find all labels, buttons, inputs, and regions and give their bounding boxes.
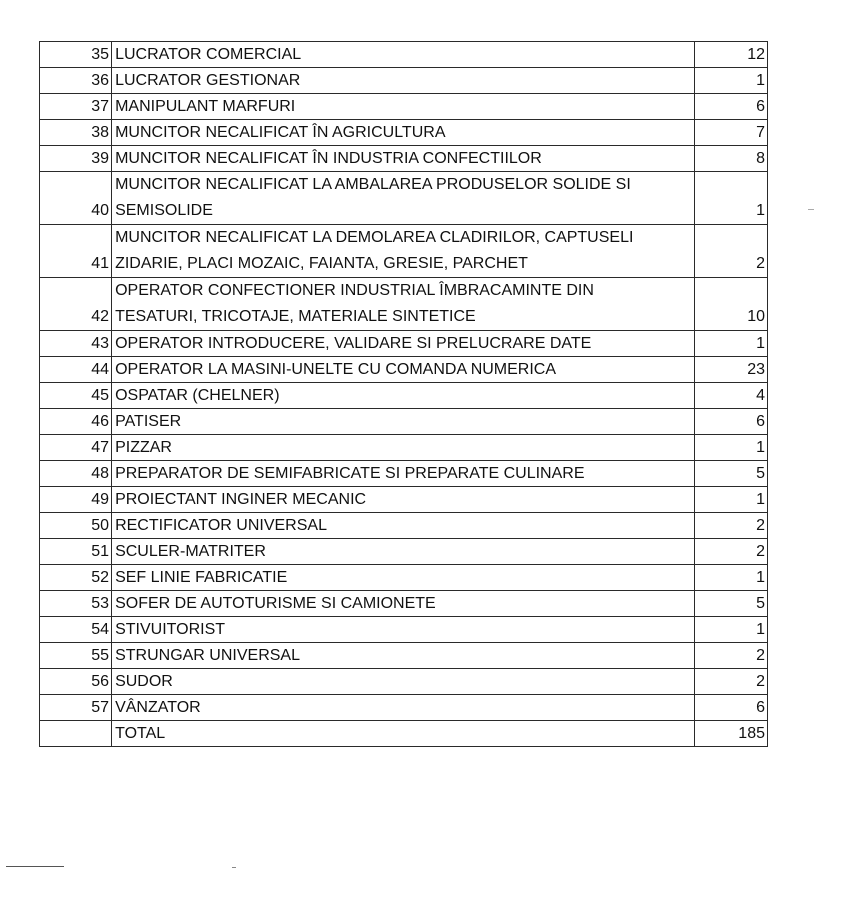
total-row [40, 721, 768, 747]
occupation-line: SEMISOLIDE [115, 202, 213, 219]
occupation-name [112, 487, 695, 513]
vacancy-count: 12 [694, 42, 767, 68]
table-row [40, 539, 768, 565]
occupation-name [112, 565, 695, 591]
table-row [40, 669, 768, 695]
row-number: 48 [40, 461, 112, 487]
occupation-name [112, 94, 695, 120]
total-label: TOTAL [112, 721, 695, 747]
row-number: 46 [40, 409, 112, 435]
row-number: 57 [40, 695, 112, 721]
row-number: 43 [40, 331, 112, 357]
table-row [40, 42, 768, 68]
occupation-name [112, 461, 695, 487]
table-row [40, 591, 768, 617]
row-number: 44 [40, 357, 112, 383]
row-number: 55 [40, 643, 112, 669]
occupation-line: LUCRATOR COMERCIAL [115, 46, 302, 63]
occupation-name [112, 331, 695, 357]
table-row [40, 383, 768, 409]
occupation-line: LUCRATOR GESTIONAR [115, 72, 301, 89]
table-row [40, 643, 768, 669]
occupation-line: MUNCITOR NECALIFICAT LA AMBALAREA PRODUSELOR SOLIDE SI [115, 176, 631, 193]
row-number: 49 [40, 487, 112, 513]
table-row [40, 409, 768, 435]
vacancy-count: 1 [694, 487, 767, 513]
row-number: 38 [40, 120, 112, 146]
occupation-line: PATISER [115, 413, 182, 430]
occupation-name [112, 695, 695, 721]
table-row [40, 617, 768, 643]
vacancy-count: 10 [694, 278, 767, 331]
occupation-line: STRUNGAR UNIVERSAL [115, 647, 300, 664]
row-number: 42 [40, 278, 112, 331]
table-body [40, 42, 768, 747]
vacancy-count: 8 [694, 146, 767, 172]
occupation-line: STIVUITORIST [115, 621, 226, 638]
occupation-name [112, 435, 695, 461]
vacancy-count: 6 [694, 409, 767, 435]
table-row [40, 94, 768, 120]
table-row [40, 357, 768, 383]
table-row [40, 695, 768, 721]
occupation-line: TESATURI, TRICOTAJE, MATERIALE SINTETICE [115, 308, 476, 325]
vacancy-count: 2 [694, 669, 767, 695]
occupation-name [112, 539, 695, 565]
row-number: 35 [40, 42, 112, 68]
table-row [40, 225, 768, 278]
footer-rule-right [232, 867, 236, 868]
vacancy-count: 2 [694, 225, 767, 278]
footer-rule-left [6, 866, 64, 867]
table-row [40, 461, 768, 487]
table-row [40, 146, 768, 172]
occupation-line: SCULER-MATRITER [115, 543, 266, 560]
vacancy-count: 1 [694, 565, 767, 591]
vacancy-count: 1 [694, 331, 767, 357]
occupation-line: OPERATOR LA MASINI-UNELTE CU COMANDA NUMERICA [115, 361, 557, 378]
row-number: 51 [40, 539, 112, 565]
table-row [40, 172, 768, 225]
row-number: 54 [40, 617, 112, 643]
occupation-name [112, 172, 695, 225]
occupation-line: OPERATOR INTRODUCERE, VALIDARE SI PRELUCRARE DATE [115, 335, 592, 352]
vacancy-count: 2 [694, 513, 767, 539]
occupation-name [112, 383, 695, 409]
occupation-line: VÂNZATOR [115, 699, 201, 716]
row-number: 53 [40, 591, 112, 617]
occupation-line: SOFER DE AUTOTURISME SI CAMIONETE [115, 595, 436, 612]
table-row [40, 487, 768, 513]
vacancy-count: 6 [694, 94, 767, 120]
row-number: 36 [40, 68, 112, 94]
occupation-name [112, 42, 695, 68]
occupation-name [112, 120, 695, 146]
occupation-line: RECTIFICATOR UNIVERSAL [115, 517, 327, 534]
total-number [40, 721, 112, 747]
occupation-line: MUNCITOR NECALIFICAT ÎN INDUSTRIA CONFECTIILOR [115, 150, 542, 167]
occupation-name [112, 669, 695, 695]
vacancy-count: 5 [694, 461, 767, 487]
vacancy-count: 2 [694, 539, 767, 565]
occupation-name [112, 225, 695, 278]
vacancy-count: 1 [694, 172, 767, 225]
occupation-name [112, 68, 695, 94]
job-vacancies-table [39, 41, 768, 747]
row-number: 39 [40, 146, 112, 172]
occupation-name [112, 617, 695, 643]
vacancy-count: 1 [694, 435, 767, 461]
vacancy-count: 23 [694, 357, 767, 383]
margin-mark [808, 209, 814, 210]
vacancy-count: 1 [694, 617, 767, 643]
row-number: 47 [40, 435, 112, 461]
row-number: 40 [40, 172, 112, 225]
table-row [40, 68, 768, 94]
total-value: 185 [694, 721, 767, 747]
row-number: 52 [40, 565, 112, 591]
table-row [40, 565, 768, 591]
vacancy-count: 2 [694, 643, 767, 669]
occupation-name [112, 357, 695, 383]
occupation-line: PIZZAR [115, 439, 172, 456]
occupation-name [112, 146, 695, 172]
vacancy-count: 6 [694, 695, 767, 721]
vacancy-count: 1 [694, 68, 767, 94]
row-number: 41 [40, 225, 112, 278]
occupation-name [112, 643, 695, 669]
vacancy-count: 4 [694, 383, 767, 409]
row-number: 37 [40, 94, 112, 120]
occupation-line: PREPARATOR DE SEMIFABRICATE SI PREPARATE CULINARE [115, 465, 585, 482]
occupation-line: ZIDARIE, PLACI MOZAIC, FAIANTA, GRESIE, PARCHET [115, 255, 528, 272]
table-row [40, 278, 768, 331]
occupation-line: PROIECTANT INGINER MECANIC [115, 491, 367, 508]
occupation-line: MANIPULANT MARFURI [115, 98, 296, 115]
vacancy-count: 5 [694, 591, 767, 617]
occupation-name [112, 591, 695, 617]
occupation-name [112, 409, 695, 435]
occupation-line: OSPATAR (CHELNER) [115, 387, 280, 404]
row-number: 50 [40, 513, 112, 539]
occupation-line: OPERATOR CONFECTIONER INDUSTRIAL ÎMBRACAMINTE DIN [115, 282, 594, 299]
occupation-line: MUNCITOR NECALIFICAT ÎN AGRICULTURA [115, 124, 446, 141]
occupation-line: SUDOR [115, 673, 173, 690]
table-row [40, 331, 768, 357]
table-row [40, 513, 768, 539]
table-row [40, 435, 768, 461]
row-number: 45 [40, 383, 112, 409]
occupation-line: SEF LINIE FABRICATIE [115, 569, 288, 586]
occupation-name [112, 513, 695, 539]
row-number: 56 [40, 669, 112, 695]
occupation-line: MUNCITOR NECALIFICAT LA DEMOLAREA CLADIRILOR, CAPTUSELI [115, 229, 634, 246]
occupation-name [112, 278, 695, 331]
vacancy-count: 7 [694, 120, 767, 146]
table-row [40, 120, 768, 146]
